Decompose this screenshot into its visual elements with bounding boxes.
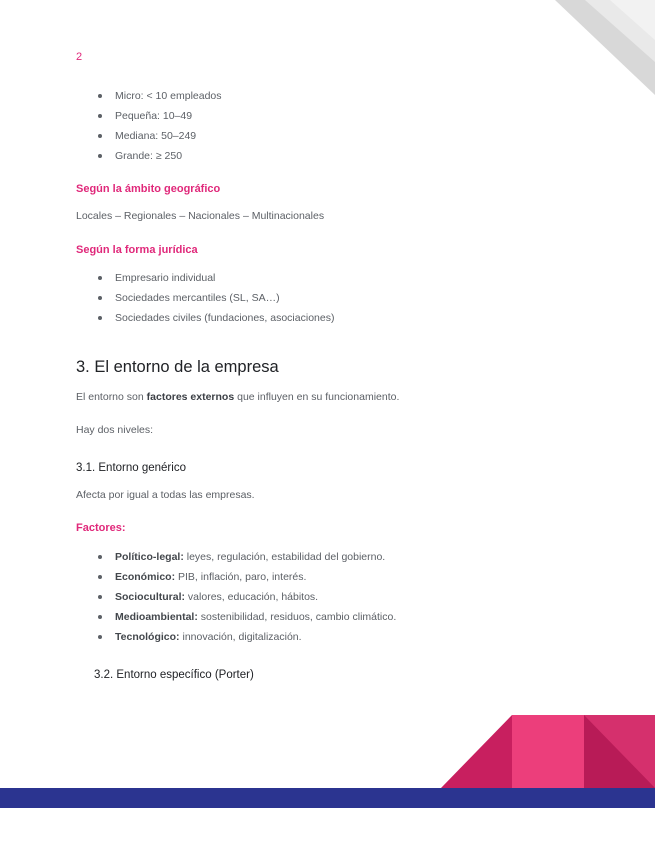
factor-text: valores, educación, hábitos. — [185, 591, 319, 603]
factor-label: Político-legal: — [115, 551, 184, 563]
factor-item — [76, 607, 396, 627]
factor-item — [76, 567, 396, 587]
factor-label: Sociocultural: — [115, 591, 186, 603]
list-item: Mediana: 50–249 — [76, 126, 222, 146]
subsection-title-specific: 3.2. Entorno específico (Porter) — [94, 669, 254, 681]
list-item: Empresario individual — [76, 268, 334, 288]
factor-text: sostenibilidad, residuos, cambio climático. — [197, 611, 397, 623]
factor-text: innovación, digitalización. — [179, 631, 302, 643]
corner-decoration — [555, 0, 655, 95]
subsection-title-generic: 3.1. Entorno genérico — [76, 462, 186, 474]
factors-list — [76, 547, 396, 647]
footer-decoration — [0, 712, 655, 808]
list-item: Micro: < 10 empleados — [76, 86, 222, 106]
geo-text: Locales – Regionales – Nacionales – Multinacionales — [76, 210, 325, 222]
list-item: Sociedades civiles (fundaciones, asociaciones) — [76, 308, 334, 328]
generic-description: Afecta por igual a todas las empresas. — [76, 489, 255, 501]
list-item: Grande: ≥ 250 — [76, 146, 222, 166]
legal-form-list — [76, 268, 334, 328]
intro-text: El entorno son — [76, 391, 147, 403]
intro-text-end: que influyen en su funcionamiento. — [234, 391, 400, 403]
factor-label: Económico: — [115, 571, 176, 583]
intro-bold: factores externos — [146, 391, 235, 403]
page-number: 2 — [76, 51, 83, 63]
levels-text: Hay dos niveles: — [76, 424, 154, 436]
environment-intro — [76, 391, 399, 403]
section-title: 3. El entorno de la empresa — [76, 358, 279, 376]
factor-text: PIB, inflación, paro, interés. — [175, 571, 307, 583]
geo-heading: Según la ámbito geográfico — [76, 183, 221, 195]
factor-item — [76, 627, 396, 647]
factor-label: Tecnológico: — [115, 631, 180, 643]
list-item: Pequeña: 10–49 — [76, 106, 222, 126]
factor-text: leyes, regulación, estabilidad del gobierno. — [183, 551, 386, 563]
factors-heading: Factores: — [76, 522, 126, 534]
list-item: Sociedades mercantiles (SL, SA…) — [76, 288, 334, 308]
legal-heading: Según la forma jurídica — [76, 244, 198, 256]
factor-item — [76, 587, 396, 607]
factor-item — [76, 547, 396, 567]
company-size-list — [76, 86, 222, 166]
factor-label: Medioambiental: — [115, 611, 198, 623]
